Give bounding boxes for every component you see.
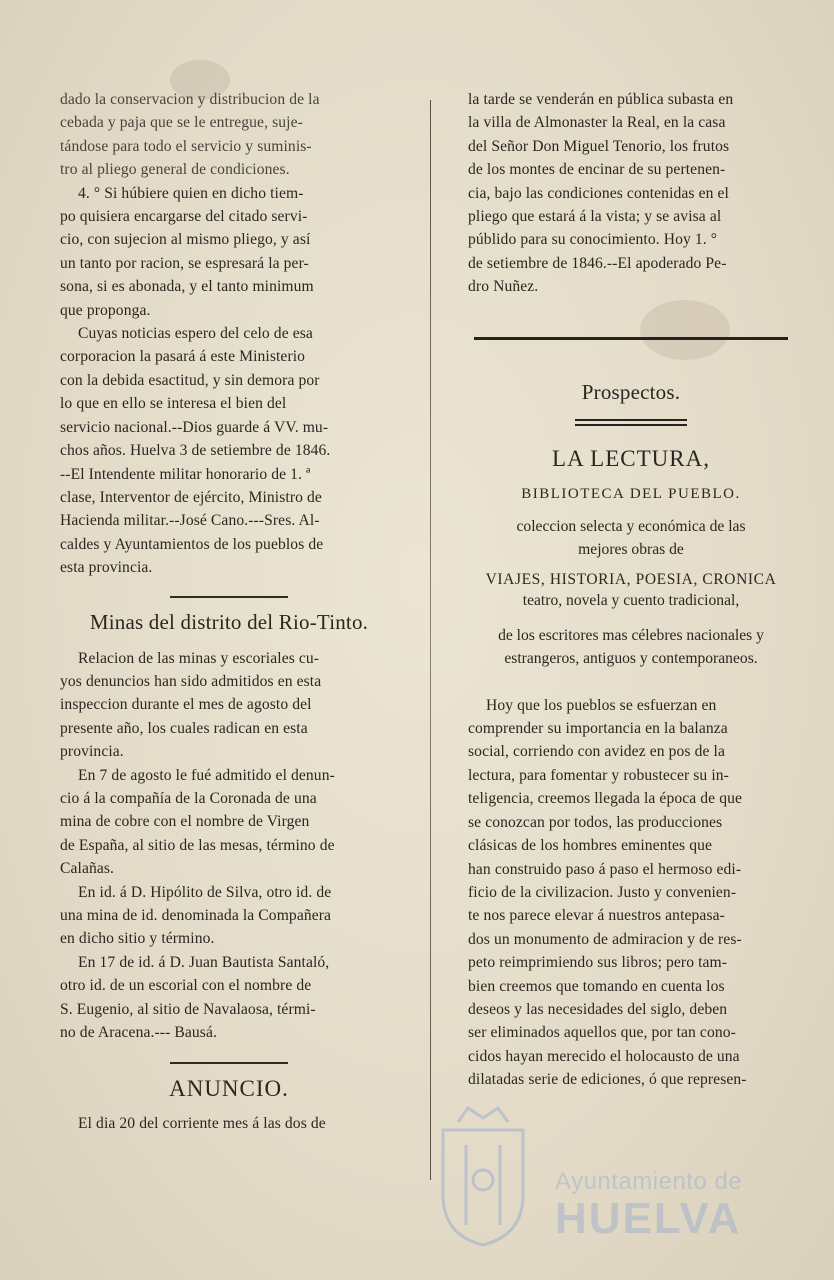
text-line: ficio de la civilizacion. Justo y convenien- [468,883,737,901]
genres-caps: VIAJES, HISTORIA, POESIA, CRONICA [485,570,777,588]
text-line: pliego que estará á la vista; y se avisa al [468,208,722,226]
text-line: se conozcan por todos, las producciones [468,813,723,831]
left-para-cuarto [60,182,398,322]
text-line: esta provincia. [60,559,153,577]
genres-line-2: teatro, novela y cuento tradicional, [522,591,740,609]
text-line: comprender su importancia en la balanza [468,720,728,738]
watermark-bottom-text: HUELVA [555,1194,742,1243]
text-line: clase, Interventor de ejército, Ministro de [60,488,322,506]
text-line: social, corriendo con avidez en pos de la [468,743,725,761]
left-para-santalo [60,951,398,1045]
text-line: Relacion de las minas y escoriales cu- [78,649,320,667]
text-line: deseos y las necesidades del siglo, deben [468,1000,728,1018]
double-rule [575,419,687,426]
right-para-body [468,694,794,1092]
text-line: Hacienda militar.--José Cano.---Sres. Al- [60,512,320,530]
left-para-relacion [60,647,398,764]
text-line: de España, al sitio de las mesas, término de [60,836,335,854]
text-line: tro al pliego general de condiciones. [60,161,290,179]
text-line: cia, bajo las condiciones contenidas en el [468,184,729,202]
text-line: inspeccion durante el mes de agosto del [60,696,312,714]
authors-line-1: de los escritores mas célebres nacionales y [498,626,764,644]
text-line: lectura, para fomentar y robustecer su in- [468,766,729,784]
minas-heading: Minas del distrito del Rio-Tinto. [89,609,369,634]
text-line: bien creemos que tomando en cuenta los [468,977,725,995]
text-line: --El Intendente militar honorario de 1. ª [60,465,311,483]
coleccion-line-1: coleccion selecta y económica de las [516,517,746,535]
text-line: peto reimprimiendo sus libros; pero tam- [468,954,728,972]
text-line: cebada y paja que se le entregue, suje- [60,114,303,132]
text-line: 4. ° Si húbiere quien en dicho tiem- [78,184,304,202]
text-line: tándose para todo el servicio y suminis- [60,137,312,155]
text-line: En 17 de id. á D. Juan Bautista Santaló, [78,953,330,971]
text-line: corporacion la pasará á este Ministerio [60,348,306,366]
text-line: del Señor Don Miguel Tenorio, los frutos [468,137,730,155]
text-line: provincia. [60,743,124,761]
text-line: En id. á D. Hipólito de Silva, otro id. de [78,883,332,901]
text-line: de los montes de encinar de su pertenen- [468,161,726,179]
lectura-title: LA LECTURA, [552,445,710,471]
text-line: Hoy que los pueblos se esfuerzan en [486,696,717,714]
text-line: chos años. Huelva 3 de setiembre de 1846. [60,442,331,460]
text-line: po quisiera encargarse del citado servi- [60,208,308,226]
text-line: dro Nuñez. [468,278,539,296]
text-line: Cuyas noticias espero del celo de esa [78,325,313,343]
text-line: no de Aracena.--- Bausá. [60,1024,217,1042]
text-line: sona, si es abonada, y el tanto minimum [60,278,314,296]
text-line: públido para su conocimiento. Hoy 1. ° [468,231,718,249]
text-line: Calañas. [60,860,115,878]
text-line: en dicho sitio y término. [60,930,215,948]
left-para-hipolito [60,881,398,951]
text-line: presente año, los cuales radican en esta [60,719,308,737]
text-line: dilatadas serie de ediciones, ó que represen- [468,1071,747,1089]
text-line: otro id. de un escorial con el nombre de [60,977,312,995]
text-line: lo que en ello se interesa el bien del [60,395,287,413]
prospectos-heading: Prospectos. [581,379,681,404]
huelva-crest-watermark [428,1100,538,1250]
left-column [60,88,398,1136]
left-para-cuyas-noticias [60,322,398,579]
coleccion-line-2: mejores obras de [578,540,684,558]
text-line: clásicas de los hombres eminentes que [468,837,713,855]
text-line: En 7 de agosto le fué admitido el denun- [78,766,335,784]
text-line: caldes y Ayuntamientos de los pueblos de [60,535,324,553]
text-line: la villa de Almonaster la Real, en la casa [468,114,726,132]
text-line: cidos hayan merecido el holocausto de una [468,1047,740,1065]
text-line: con la debida esactitud, y sin demora por [60,371,320,389]
text-line: ser eliminados aquellos que, por tan cono- [468,1024,736,1042]
text-line: te nos parece elevar á nuestros antepasa- [468,907,725,925]
anuncio-heading: ANUNCIO. [169,1076,289,1102]
authors-line-2: estrangeros, antiguos y contemporaneos. [504,649,758,667]
text-line: que proponga. [60,301,151,319]
biblioteca-subtitle: BIBLIOTECA DEL PUEBLO. [521,485,741,502]
ayuntamiento-watermark [555,1168,815,1242]
text-line: la tarde se venderán en pública subasta en [468,91,734,108]
text-line: yos denuncios han sido admitidos en esta [60,672,322,690]
left-para-conservacion [60,88,398,182]
text-line: han construido paso á paso el hermoso edi- [468,860,742,878]
text-line: cio á la compañía de la Coronada de una [60,789,317,807]
right-para-subasta [468,88,794,299]
text-line: El dia 20 del corriente mes á las dos de [78,1115,326,1133]
text-line: de setiembre de 1846.--El apoderado Pe- [468,254,727,272]
watermark-top-text: Ayuntamiento de [555,1168,743,1195]
left-para-7-agosto [60,764,398,881]
text-line: una mina de id. denominada la Compañera [60,907,332,924]
right-column [468,88,794,1092]
text-line: teligencia, creemos llegada la época de que [468,790,743,808]
text-line: S. Eugenio, al sitio de Navalaosa, térmi- [60,1000,316,1018]
text-line: dado la conservacion y distribucion de la [60,91,320,108]
text-line: cio, con sujecion al mismo pliego, y así [60,231,311,249]
left-para-anuncio [60,1112,398,1135]
text-line: servicio nacional.--Dios guarde á VV. mu- [60,418,329,436]
text-line: un tanto por racion, se espresará la per- [60,254,309,272]
column-divider [430,100,431,1180]
text-line: mina de cobre con el nombre de Virgen [60,813,310,831]
text-line: dos un monumento de admiracion y de res- [468,930,742,948]
